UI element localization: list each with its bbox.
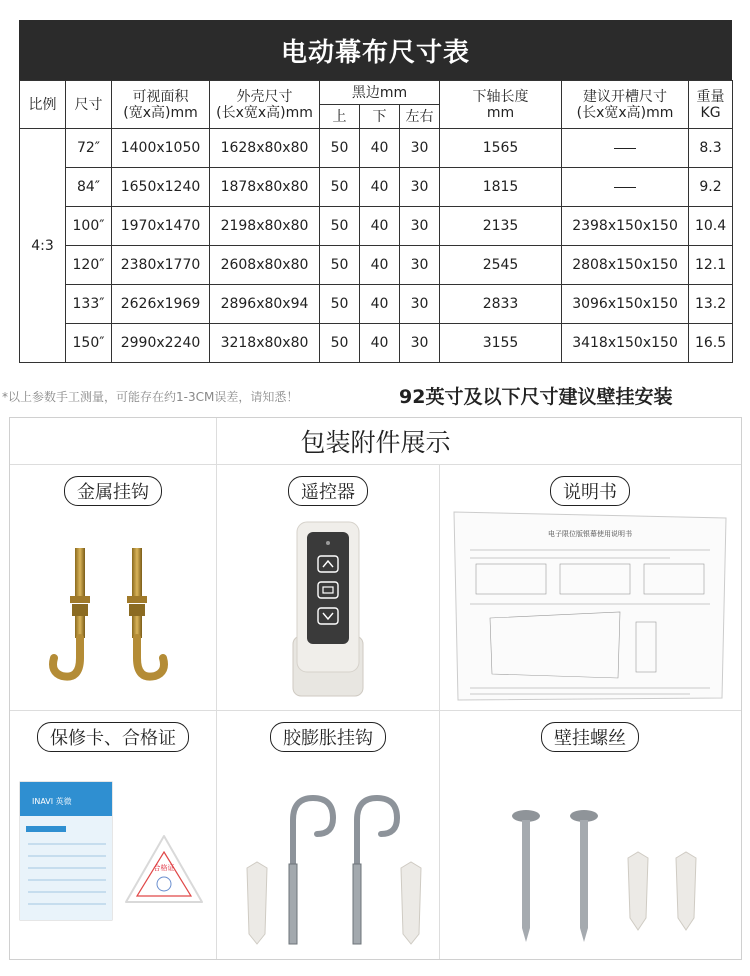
cell-visible: 2990x2240 bbox=[112, 324, 210, 363]
header-weight-line2: KG bbox=[700, 104, 721, 121]
cell-top: 50 bbox=[320, 168, 360, 207]
cell-housing: 1628x80x80 bbox=[210, 129, 320, 168]
cell-size: 120″ bbox=[66, 246, 112, 285]
table-row bbox=[20, 129, 733, 168]
cell-axis: 1815 bbox=[440, 168, 562, 207]
cell-axis: 2135 bbox=[440, 207, 562, 246]
manual-icon bbox=[440, 508, 740, 708]
cell-housing: 2608x80x80 bbox=[210, 246, 320, 285]
cell-weight: 13.2 bbox=[689, 285, 733, 324]
cell-side: 30 bbox=[400, 285, 440, 324]
table-row bbox=[20, 168, 733, 207]
manual-doc-title: 电子限位版银幕使用说明书 bbox=[548, 530, 632, 538]
install-note: 92英寸及以下尺寸建议壁挂安装 bbox=[399, 386, 673, 408]
header-housing-line1: 外壳尺寸 bbox=[236, 88, 293, 105]
warranty-brand: INAVI 英微 bbox=[32, 797, 72, 806]
table-row bbox=[20, 285, 733, 324]
cell-size: 133″ bbox=[66, 285, 112, 324]
expansion-hook-icon bbox=[217, 754, 439, 954]
size-table-section bbox=[19, 20, 732, 363]
cell-slot: 2808x150x150 bbox=[562, 246, 689, 285]
header-axis-line1: 下轴长度 bbox=[472, 88, 529, 105]
cell-visible: 1650x1240 bbox=[112, 168, 210, 207]
cell-bottom: 40 bbox=[360, 324, 400, 363]
cell-weight: 8.3 bbox=[689, 129, 733, 168]
cell-slot: 3096x150x150 bbox=[562, 285, 689, 324]
dash-mark bbox=[614, 148, 636, 149]
table-title: 电动幕布尺寸表 bbox=[19, 20, 732, 80]
accessory-label: 胶膨胀挂钩 bbox=[270, 722, 386, 752]
header-housing bbox=[210, 81, 320, 129]
wall-screw-icon bbox=[440, 754, 740, 954]
cell-side: 30 bbox=[400, 168, 440, 207]
accessory-remote bbox=[217, 464, 439, 711]
table-row bbox=[20, 246, 733, 285]
header-ratio: 比例 bbox=[20, 81, 66, 129]
cell-bottom: 40 bbox=[360, 285, 400, 324]
cell-visible: 2626x1969 bbox=[112, 285, 210, 324]
cell-side: 30 bbox=[400, 246, 440, 285]
cell-size: 100″ bbox=[66, 207, 112, 246]
header-border-side: 左右 bbox=[400, 105, 440, 129]
table-row bbox=[20, 207, 733, 246]
cell-axis: 2833 bbox=[440, 285, 562, 324]
cell-slot: 3418x150x150 bbox=[562, 324, 689, 363]
cell-size: 72″ bbox=[66, 129, 112, 168]
cell-side: 30 bbox=[400, 207, 440, 246]
cell-axis: 3155 bbox=[440, 324, 562, 363]
header-visible-area bbox=[112, 81, 210, 129]
metal-hook-icon bbox=[2, 508, 224, 708]
cell-bottom: 40 bbox=[360, 246, 400, 285]
size-table bbox=[19, 80, 733, 363]
header-slot-line1: 建议开槽尺寸 bbox=[583, 88, 668, 105]
accessory-label: 遥控器 bbox=[288, 476, 368, 506]
header-visible-area-line1: 可视面积 bbox=[132, 88, 189, 105]
dash-mark bbox=[614, 187, 636, 188]
cell-bottom: 40 bbox=[360, 207, 400, 246]
accessory-label: 保修卡、合格证 bbox=[37, 722, 189, 752]
cell-top: 50 bbox=[320, 207, 360, 246]
header-axis-line2: mm bbox=[486, 104, 515, 121]
cell-top: 50 bbox=[320, 324, 360, 363]
header-axis bbox=[440, 81, 562, 129]
header-border-bottom: 下 bbox=[360, 105, 400, 129]
cell-visible: 1970x1470 bbox=[112, 207, 210, 246]
accessory-label: 金属挂钩 bbox=[64, 476, 162, 506]
cell-top: 50 bbox=[320, 246, 360, 285]
cell-visible: 2380x1770 bbox=[112, 246, 210, 285]
header-visible-area-line2: (宽x高)mm bbox=[123, 104, 198, 121]
cell-side: 30 bbox=[400, 324, 440, 363]
header-housing-line2: (长x宽x高)mm bbox=[216, 104, 313, 121]
cell-top: 50 bbox=[320, 285, 360, 324]
cell-weight: 9.2 bbox=[689, 168, 733, 207]
header-weight-line1: 重量 bbox=[696, 88, 725, 105]
header-border: 黑边mm bbox=[320, 81, 440, 105]
warranty-card-icon bbox=[2, 754, 224, 954]
cell-weight: 12.1 bbox=[689, 246, 733, 285]
table-row bbox=[20, 324, 733, 363]
remote-control-icon bbox=[217, 508, 439, 708]
cell-weight: 16.5 bbox=[689, 324, 733, 363]
cell-slot bbox=[562, 129, 689, 168]
cell-bottom: 40 bbox=[360, 168, 400, 207]
cell-size: 150″ bbox=[66, 324, 112, 363]
accessory-manual bbox=[440, 464, 740, 711]
accessory-warranty-card bbox=[2, 710, 224, 957]
accessories-title: 包装附件展示 bbox=[300, 428, 451, 457]
cell-top: 50 bbox=[320, 129, 360, 168]
cell-slot: 2398x150x150 bbox=[562, 207, 689, 246]
accessory-wall-screw bbox=[440, 710, 740, 957]
cell-size: 84″ bbox=[66, 168, 112, 207]
cell-bottom: 40 bbox=[360, 129, 400, 168]
header-size: 尺寸 bbox=[66, 81, 112, 129]
accessory-label: 壁挂螺丝 bbox=[541, 722, 639, 752]
header-border-top: 上 bbox=[320, 105, 360, 129]
accessories-section bbox=[9, 417, 742, 960]
accessory-expansion-hook bbox=[217, 710, 439, 957]
cell-axis: 1565 bbox=[440, 129, 562, 168]
measurement-note: *以上参数手工测量，可能存在约1-3CM误差，请知悉！ bbox=[2, 390, 299, 404]
accessory-metal-hook bbox=[2, 464, 224, 711]
cert-label: 合格证 bbox=[153, 864, 175, 872]
header-slot-line2: (长x宽x高)mm bbox=[576, 104, 674, 121]
cell-axis: 2545 bbox=[440, 246, 562, 285]
accessory-label: 说明书 bbox=[550, 476, 630, 506]
cell-visible: 1400x1050 bbox=[112, 129, 210, 168]
cell-housing: 2896x80x94 bbox=[210, 285, 320, 324]
header-slot bbox=[562, 81, 689, 129]
cell-housing: 3218x80x80 bbox=[210, 324, 320, 363]
cell-ratio: 4:3 bbox=[20, 129, 66, 363]
cell-side: 30 bbox=[400, 129, 440, 168]
header-weight bbox=[689, 81, 733, 129]
cell-housing: 2198x80x80 bbox=[210, 207, 320, 246]
cell-weight: 10.4 bbox=[689, 207, 733, 246]
cell-housing: 1878x80x80 bbox=[210, 168, 320, 207]
cell-slot bbox=[562, 168, 689, 207]
